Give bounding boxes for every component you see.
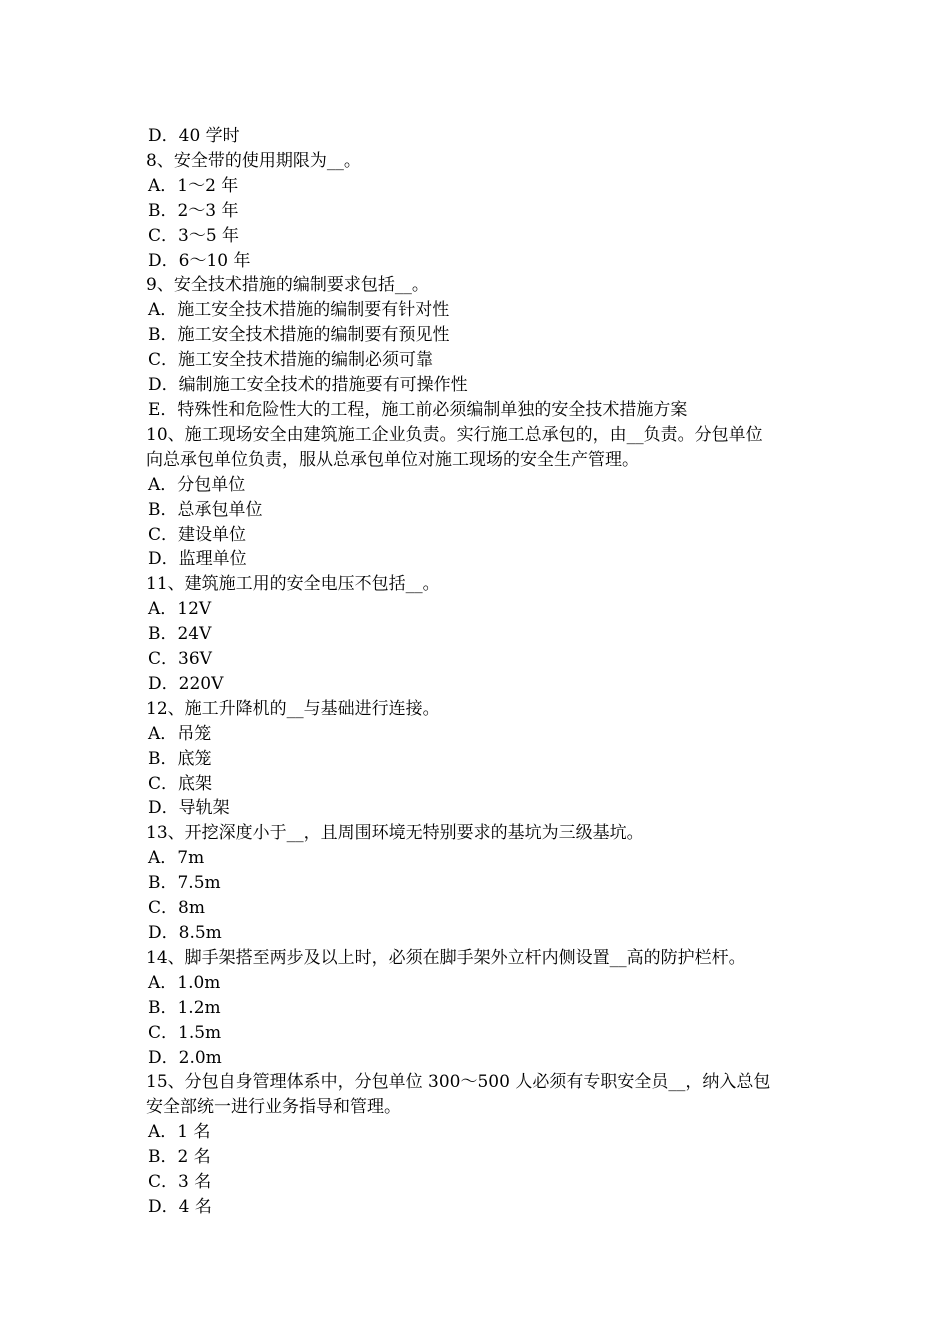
answer-option: D．导轨架 [148, 798, 230, 819]
answer-option: C．底架 [148, 773, 213, 794]
question-text: 向总承包单位负责，服从总承包单位对施工现场的安全生产管理。 [146, 449, 639, 470]
answer-option: A．分包单位 [148, 474, 246, 495]
answer-option: B．7.5m [148, 873, 221, 894]
question-text: 安全部统一进行业务指导和管理。 [146, 1097, 401, 1118]
question-text: 15、分包自身管理体系中，分包单位 300～500 人必须有专职安全员__，纳入总包 [146, 1072, 771, 1093]
answer-option: B．施工安全技术措施的编制要有预见性 [148, 325, 450, 346]
answer-option: A．1 名 [148, 1122, 211, 1143]
answer-option: D．4 名 [148, 1196, 212, 1217]
answer-option: C．3～5 年 [148, 225, 240, 246]
answer-option: A．1～2 年 [148, 175, 239, 196]
answer-option: A．7m [148, 848, 205, 869]
answer-option: A．1.0m [148, 972, 221, 993]
question-text: 14、脚手架搭至两步及以上时，必须在脚手架外立杆内侧设置__高的防护栏杆。 [146, 947, 746, 968]
answer-option: C．36V [148, 649, 212, 670]
answer-option: C．建设单位 [148, 524, 247, 545]
question-text: 8、安全带的使用期限为__。 [146, 150, 361, 171]
answer-option: B．2～3 年 [148, 200, 239, 221]
answer-option: D．6～10 年 [148, 250, 251, 271]
answer-option: B．24V [148, 624, 212, 645]
answer-option: C．施工安全技术措施的编制必须可靠 [148, 350, 434, 371]
question-text: 12、施工升降机的__与基础进行连接。 [146, 698, 440, 719]
answer-option: E．特殊性和危险性大的工程，施工前必须编制单独的安全技术措施方案 [148, 399, 688, 420]
answer-option: A．12V [148, 599, 212, 620]
answer-option: D．监理单位 [148, 549, 247, 570]
answer-option: B．总承包单位 [148, 499, 263, 520]
answer-option: C．1.5m [148, 1022, 222, 1043]
question-text: 10、施工现场安全由建筑施工企业负责。实行施工总承包的，由__负责。分包单位 [146, 424, 763, 445]
answer-option: A．施工安全技术措施的编制要有针对性 [148, 300, 450, 321]
answer-option: D．40 学时 [148, 126, 240, 146]
answer-option: C．3 名 [148, 1172, 212, 1193]
answer-option: D．8.5m [148, 923, 222, 943]
answer-option: B．2 名 [148, 1147, 211, 1168]
answer-option: C．8m [148, 898, 205, 919]
answer-option: B．底笼 [148, 748, 212, 769]
question-text: 9、安全技术措施的编制要求包括__。 [146, 275, 429, 296]
exam-content [146, 124, 826, 1220]
answer-option: D．2.0m [148, 1047, 222, 1068]
answer-option: B．1.2m [148, 997, 221, 1018]
answer-option: D．编制施工安全技术的措施要有可操作性 [148, 375, 468, 396]
answer-option: D．220V [148, 673, 224, 694]
answer-option: A．吊笼 [148, 723, 212, 744]
question-text: 11、建筑施工用的安全电压不包括__。 [146, 574, 440, 595]
question-text: 13、开挖深度小于__，且周围环境无特别要求的基坑为三级基坑。 [146, 823, 644, 844]
